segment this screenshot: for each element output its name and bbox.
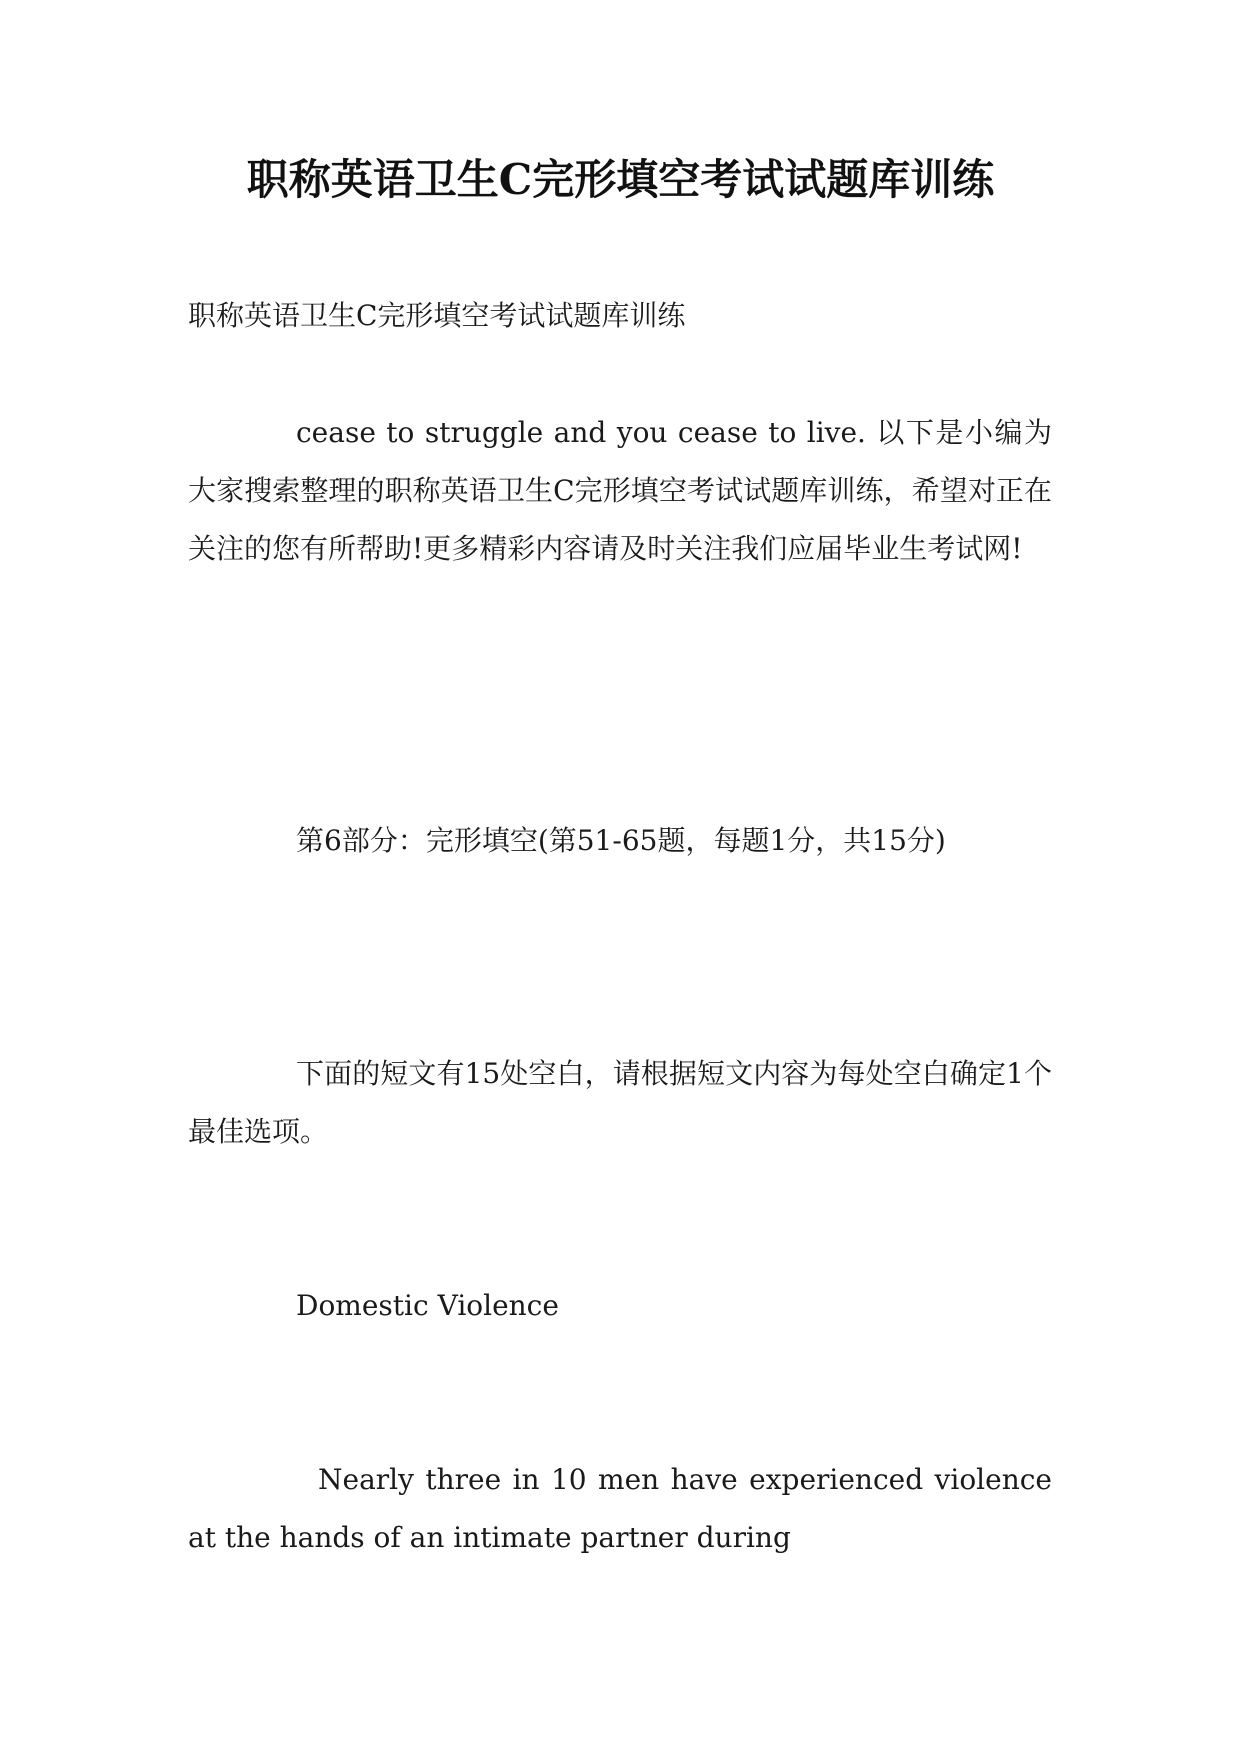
article-paragraph: Nearly three in 10 men have experienced violence at the hands of an intimate partner during <box>188 1463 1052 1554</box>
article-title: Domestic Violence <box>296 1289 559 1322</box>
intro-paragraph: cease to struggle and you cease to live. 以下是小编为大家搜索整理的职称英语卫生C完形填空考试试题库训练，希望对正在关注的您有所帮助!更多精彩内容请及时关注我们应届毕业生考试网! <box>188 416 1052 565</box>
instructions-paragraph: 下面的短文有15处空白，请根据短文内容为每处空白确定1个最佳选项。 <box>188 1057 1052 1148</box>
document-title: 职称英语卫生C完形填空考试试题库训练 <box>246 155 995 204</box>
section-heading: 第6部分：完形填空(第51-65题，每题1分，共15分) <box>296 824 946 857</box>
document-subtitle: 职称英语卫生C完形填空考试试题库训练 <box>188 299 686 332</box>
